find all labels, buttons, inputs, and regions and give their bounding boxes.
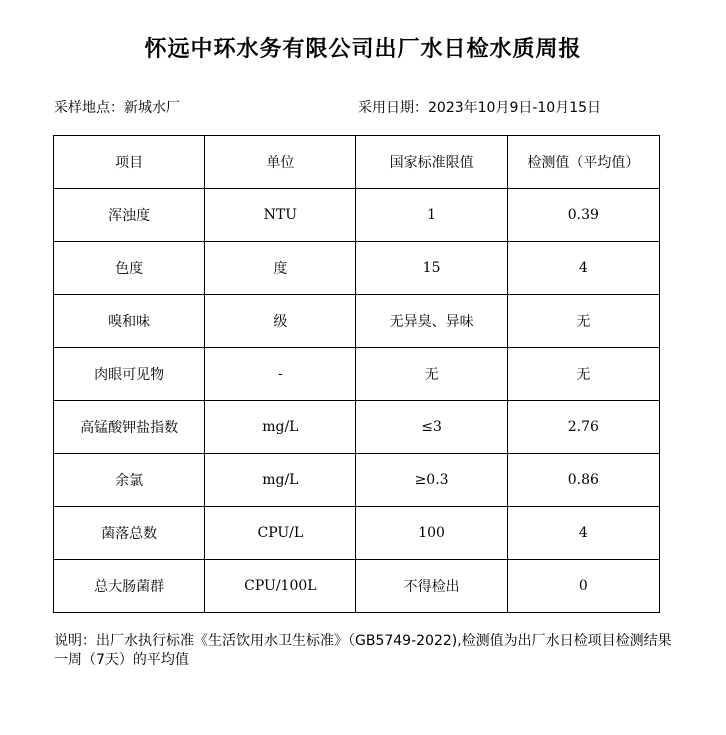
cell-standard: 无异臭、异味 xyxy=(356,295,507,348)
cell-standard: 无 xyxy=(356,348,507,401)
table-row xyxy=(54,189,660,242)
cell-item: 高锰酸钾盐指数 xyxy=(54,401,205,454)
cell-value: 4 xyxy=(507,507,659,560)
cell-value: 无 xyxy=(507,348,659,401)
sampling-site: 采样地点：新城水厂 xyxy=(54,100,180,116)
table-header-row xyxy=(54,136,660,189)
cell-item: 菌落总数 xyxy=(54,507,205,560)
cell-unit: - xyxy=(205,348,356,401)
cell-value: 0.39 xyxy=(507,189,659,242)
cell-value: 2.76 xyxy=(507,401,659,454)
page-title: 怀远中环水务有限公司出厂水日检水质周报 xyxy=(144,37,582,62)
footnote: 说明：出厂水执行标准《生活饮用水卫生标准》（GB5749-2022),检测值为出厂水日检项目检测结果一周（7天）的平均值 xyxy=(54,633,672,668)
cell-item: 总大肠菌群 xyxy=(54,560,205,613)
cell-standard: 15 xyxy=(356,242,507,295)
header-cell-standard: 国家标准限值 xyxy=(356,136,507,189)
sampling-date: 采用日期：2023年10月9日-10月15日 xyxy=(358,100,602,116)
cell-unit: CPU/L xyxy=(205,507,356,560)
cell-value: 0.86 xyxy=(507,454,659,507)
table-row xyxy=(54,507,660,560)
cell-standard: 100 xyxy=(356,507,507,560)
table-row xyxy=(54,295,660,348)
cell-unit: mg/L xyxy=(205,454,356,507)
table-row xyxy=(54,401,660,454)
cell-value: 无 xyxy=(507,295,659,348)
water-quality-table xyxy=(53,135,660,613)
cell-standard: ≤3 xyxy=(356,401,507,454)
header-cell-value: 检测值（平均值） xyxy=(507,136,659,189)
table-row xyxy=(54,560,660,613)
cell-unit: 级 xyxy=(205,295,356,348)
cell-value: 0 xyxy=(507,560,659,613)
cell-item: 余氯 xyxy=(54,454,205,507)
cell-item: 肉眼可见物 xyxy=(54,348,205,401)
table-row xyxy=(54,454,660,507)
header-cell-item: 项目 xyxy=(54,136,205,189)
header-cell-unit: 单位 xyxy=(205,136,356,189)
cell-unit: NTU xyxy=(205,189,356,242)
cell-unit: mg/L xyxy=(205,401,356,454)
cell-unit: 度 xyxy=(205,242,356,295)
cell-item: 浑浊度 xyxy=(54,189,205,242)
cell-standard: 1 xyxy=(356,189,507,242)
cell-value: 4 xyxy=(507,242,659,295)
cell-item: 色度 xyxy=(54,242,205,295)
table-row xyxy=(54,348,660,401)
cell-standard: 不得检出 xyxy=(356,560,507,613)
cell-item: 嗅和味 xyxy=(54,295,205,348)
table-row xyxy=(54,242,660,295)
cell-unit: CPU/100L xyxy=(205,560,356,613)
cell-standard: ≥0.3 xyxy=(356,454,507,507)
